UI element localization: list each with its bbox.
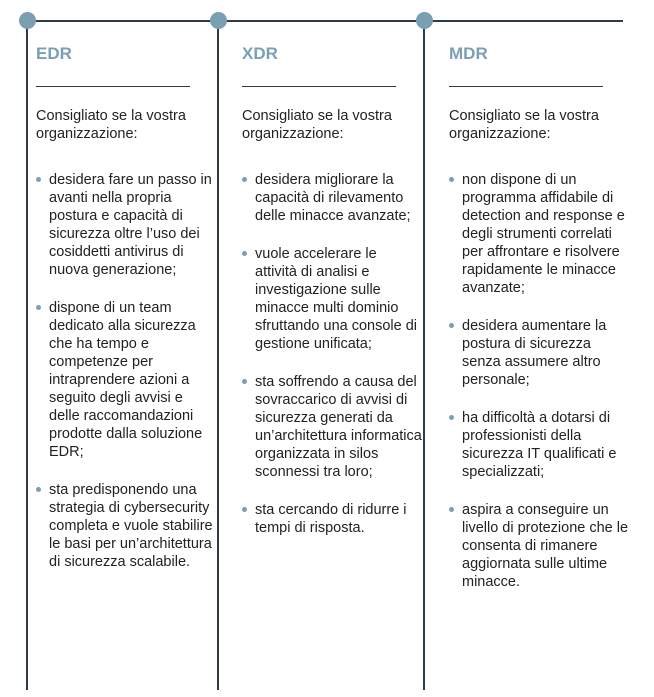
- list-item-text: desidera fare un passo in avanti nella propria postura e capacità di sicurezza oltre l’uso dei cosiddetti antivirus di nuova generazione;: [49, 172, 212, 278]
- timeline-dot: [210, 12, 227, 29]
- bullet-icon: [449, 415, 454, 420]
- bullet-icon: [242, 251, 247, 256]
- list-item: [449, 317, 629, 389]
- list-item: [242, 501, 422, 537]
- criteria-list: [242, 171, 422, 537]
- list-item-text: sta cercando di ridurre i tempi di risposta.: [255, 502, 407, 536]
- list-item: [36, 481, 216, 571]
- column-title: MDR: [449, 44, 488, 63]
- column-title: XDR: [242, 44, 278, 63]
- bullet-icon: [449, 507, 454, 512]
- bullet-icon: [36, 487, 41, 492]
- bullet-icon: [242, 379, 247, 384]
- list-item: [449, 501, 629, 591]
- column-title: EDR: [36, 44, 72, 63]
- list-item: [36, 299, 216, 461]
- timeline-line: [27, 20, 623, 22]
- timeline-dot: [19, 12, 36, 29]
- list-item-text: aspira a conseguire un livello di protezione che le consenta di rimanere aggiornata sulle ultime minacce.: [462, 502, 629, 590]
- bullet-icon: [449, 323, 454, 328]
- column-divider: [423, 20, 425, 690]
- list-item-text: desidera aumentare la postura di sicurezza senza assumere altro personale;: [462, 318, 607, 388]
- list-item-text: ha difficoltà a dotarsi di professionisti della sicurezza IT qualificati e specializzati;: [462, 410, 617, 480]
- column-intro: Consigliato se la vostra organizzazione:: [242, 108, 392, 142]
- criteria-list: [36, 171, 216, 571]
- list-item-text: vuole accelerare le attività di analisi e investigazione sulle minacce multi dominio sfruttando una console di gestione unificata;: [255, 246, 418, 352]
- bullet-icon: [36, 305, 41, 310]
- column-intro: Consigliato se la vostra organizzazione:: [449, 108, 599, 142]
- timeline-dot: [416, 12, 433, 29]
- list-item: [449, 171, 629, 297]
- list-item: [242, 373, 422, 481]
- list-item: [242, 245, 422, 353]
- column-xdr: [242, 40, 422, 557]
- bullet-icon: [36, 177, 41, 182]
- column-divider: [26, 20, 28, 690]
- column-intro: Consigliato se la vostra organizzazione:: [36, 108, 186, 142]
- list-item: [36, 171, 216, 279]
- bullet-icon: [242, 507, 247, 512]
- column-divider: [217, 20, 219, 690]
- list-item-text: sta soffrendo a causa del sovraccarico di avvisi di sicurezza generati da un’architettura informatica organizzata in silos sconnessi tra loro;: [255, 374, 422, 480]
- title-underline: [449, 86, 603, 87]
- list-item: [449, 409, 629, 481]
- list-item-text: desidera migliorare la capacità di rilevamento delle minacce avanzate;: [255, 172, 411, 224]
- criteria-list: [449, 171, 629, 591]
- column-mdr: [449, 40, 629, 611]
- list-item-text: non dispone di un programma affidabile di detection and response e degli strumenti correlati per affrontare e risolvere rapidamente le minacce avanzate;: [462, 172, 625, 296]
- title-underline: [242, 86, 396, 87]
- bullet-icon: [242, 177, 247, 182]
- bullet-icon: [449, 177, 454, 182]
- list-item-text: sta predisponendo una strategia di cybersecurity completa e vuole stabilire le basi per un’architettura di sicurezza scalabile.: [49, 482, 213, 570]
- title-underline: [36, 86, 190, 87]
- list-item: [242, 171, 422, 225]
- column-edr: [36, 40, 216, 591]
- list-item-text: dispone di un team dedicato alla sicurezza che ha tempo e competenze per intraprendere azioni a seguito degli avvisi e delle raccomandazioni prodotte dalla soluzione EDR;: [49, 300, 203, 460]
